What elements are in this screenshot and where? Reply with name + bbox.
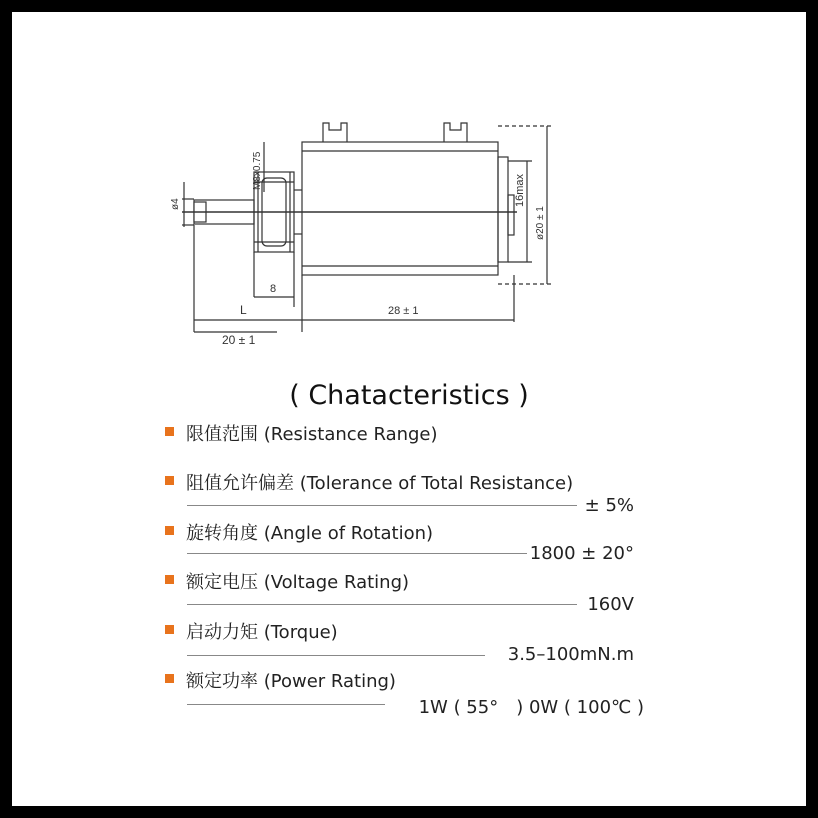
spec-label: 额定功率 (Power Rating) <box>186 671 396 692</box>
body-dia-label: ø20 ± 1 <box>535 206 546 240</box>
bullet-icon <box>165 526 174 535</box>
spec-value: ± 5% <box>584 495 634 516</box>
shaft-len-label: L <box>240 303 247 317</box>
bushing-len-label: 8 <box>270 283 277 295</box>
spec-value: 3.5–100mN.m <box>507 644 634 665</box>
spec-row-voltage <box>162 568 662 594</box>
leader-line <box>187 604 577 605</box>
spec-label: 限值范围 (Resistance Range) <box>186 424 438 445</box>
leader-line <box>187 704 385 705</box>
spec-row-angle <box>162 519 662 545</box>
section-title: ( Chatacteristics ) <box>289 380 529 411</box>
spec-row-torque <box>162 618 662 644</box>
end-cap <box>498 157 508 262</box>
spec-row-tolerance <box>162 469 662 495</box>
spec-value: 1W ( 55° ) 0W ( 100℃ ) <box>418 697 644 718</box>
bullet-icon <box>165 625 174 634</box>
terminal-left <box>323 123 347 142</box>
potentiometer-drawing <box>12 12 806 352</box>
shaft-dia-label: ø4 <box>170 198 181 210</box>
spec-value: 160V <box>587 594 634 615</box>
spec-label: 启动力矩 (Torque) <box>186 622 338 643</box>
leader-line <box>187 553 527 554</box>
body-len-label: 28 ± 1 <box>388 305 419 317</box>
bullet-icon <box>165 476 174 485</box>
shaft-total-label: 20 ± 1 <box>222 333 256 347</box>
thread-label: M8x0.75 <box>252 151 263 190</box>
spec-row-power <box>162 667 662 693</box>
leader-line <box>187 655 485 656</box>
image-frame <box>12 12 806 806</box>
spec-label: 额定电压 (Voltage Rating) <box>186 572 410 593</box>
spec-value: 1800 ± 20° <box>529 543 634 564</box>
max-len-label: 16max <box>514 173 526 207</box>
leader-line <box>187 505 577 506</box>
spec-row-resistance-range <box>162 420 662 446</box>
spec-label: 阻值允许偏差 (Tolerance of Total Resistance) <box>186 473 574 494</box>
bullet-icon <box>165 575 174 584</box>
bullet-icon <box>165 674 174 683</box>
terminal-right <box>444 123 467 142</box>
bullet-icon <box>165 427 174 436</box>
spec-label: 旋转角度 (Angle of Rotation) <box>186 523 434 544</box>
pot-body <box>302 142 498 275</box>
